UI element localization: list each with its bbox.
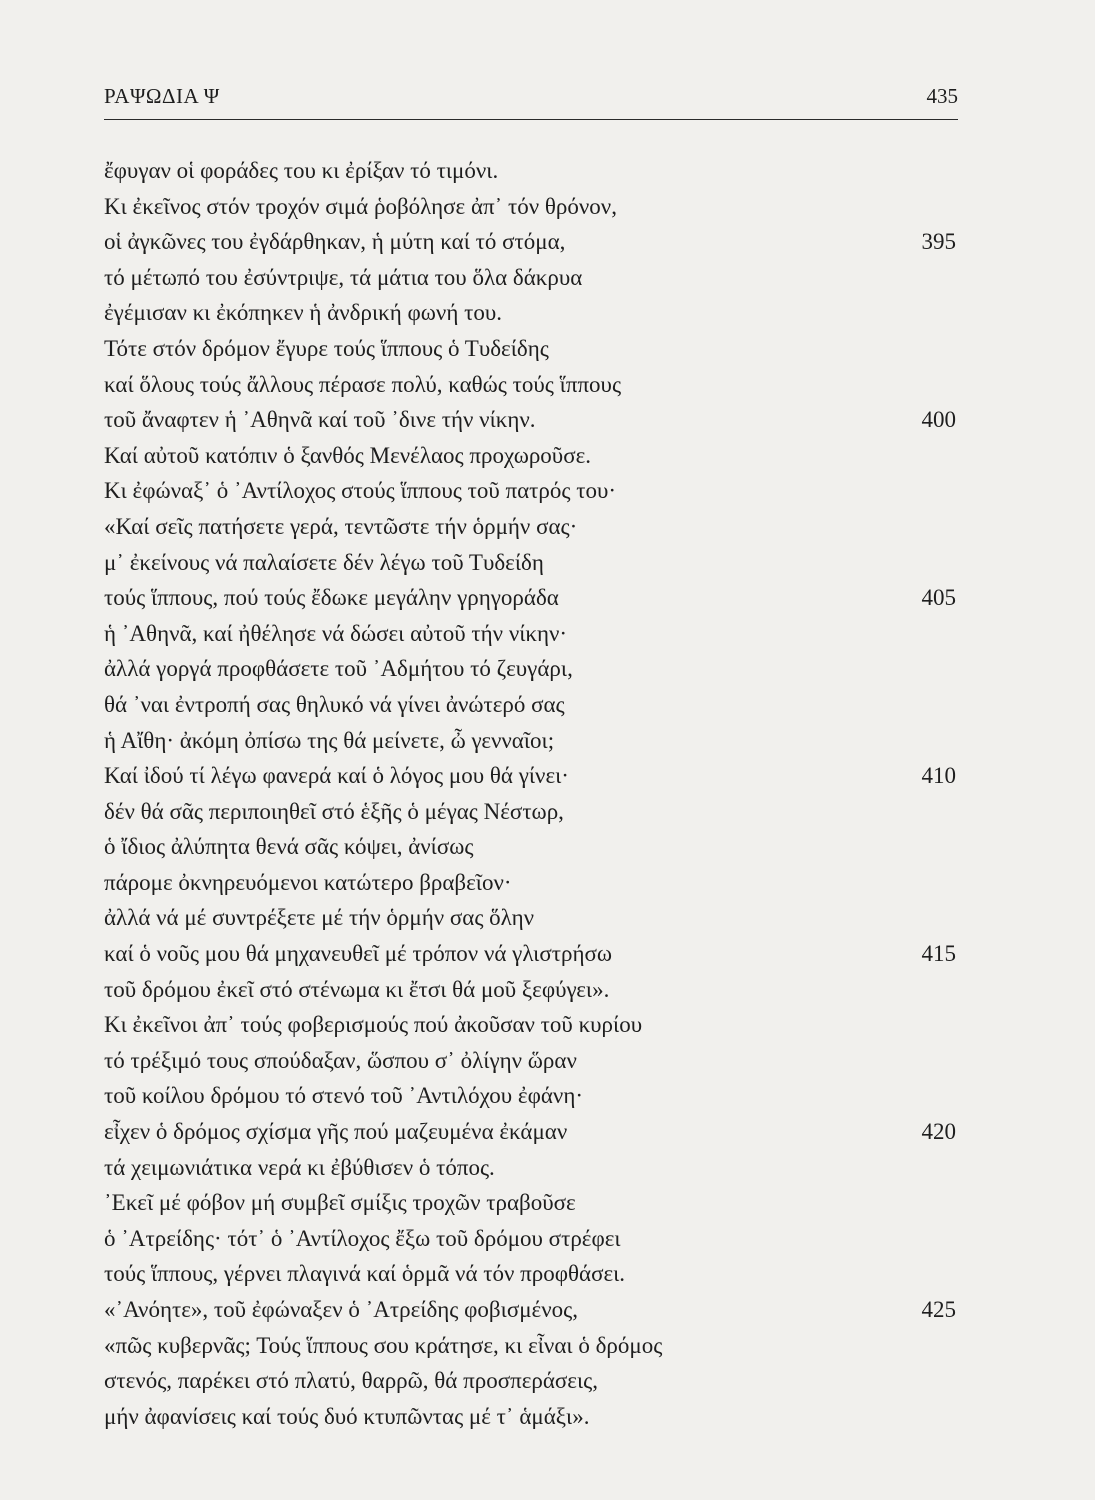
- verse-text: Καί ἰδού τί λέγω φανερά καί ὁ λόγος μου θά γίνει·: [104, 763, 569, 789]
- verse-line: [104, 616, 958, 652]
- verse-line: [104, 1007, 958, 1043]
- verse-line: [104, 402, 958, 438]
- verse-line: [104, 1114, 958, 1150]
- verse-text: τοῦ δρόμου ἐκεῖ στό στένωμα κι ἔτσι θά μοῦ ξεφύγει».: [104, 976, 610, 1002]
- verse-text: Κι ἐκεῖνοι ἀπ᾿ τούς φοβερισμούς πού ἀκοῦσαν τοῦ κυρίου: [104, 1012, 643, 1038]
- verse-line: [104, 224, 958, 260]
- verse-text: τό μέτωπό του ἐσύντριψε, τά μάτια του ὅλα δάκρυα: [104, 264, 583, 290]
- verse-text: εἶχεν ὁ δρόμος σχίσμα γῆς πού μαζευμένα ἐκάμαν: [104, 1119, 568, 1145]
- verse-text: τοῦ κοίλου δρόμου τό στενό τοῦ ᾿Αντιλόχου ἐφάνη·: [104, 1083, 584, 1109]
- verse-text: πάρομε ὀκνηρευόμενοι κατώτερο βραβεῖον·: [104, 869, 512, 895]
- verse-text: οἱ ἀγκῶνες του ἐγδάρθηκαν, ἡ μύτη καί τό στόμα,: [104, 229, 566, 255]
- verse-text: δέν θά σᾶς περιποιηθεῖ στό ἑξῆς ὁ μέγας Νέστωρ,: [104, 798, 564, 824]
- verse-text: ἀλλά γοργά προφθάσετε τοῦ ᾿Αδμήτου τό ζευγάρι,: [104, 656, 573, 682]
- verse-line: [104, 1292, 958, 1328]
- verse-text: «᾿Ανόητε», τοῦ ἐφώναξεν ὁ ᾿Ατρείδης φοβισμένος,: [104, 1297, 578, 1322]
- verse-line: [104, 1399, 958, 1435]
- verse-text: ἐγέμισαν κι ἐκόπηκεν ἡ ἀνδρική φωνή του.: [104, 300, 502, 326]
- verse-text: ὁ ἴδιος ἀλύπητα θενά σᾶς κόψει, ἀνίσως: [104, 834, 474, 860]
- verse-line: [104, 1185, 958, 1221]
- verse-text: τό τρέξιμό τους σπούδαξαν, ὥσπου σ᾿ ὀλίγην ὥραν: [104, 1047, 577, 1073]
- verse-line: [104, 580, 958, 616]
- verse-line: [104, 865, 958, 901]
- line-number: 410: [921, 763, 956, 789]
- page-number: 435: [926, 84, 958, 108]
- verse-line: [104, 723, 958, 759]
- line-number: 400: [921, 407, 956, 433]
- verse-line: [104, 545, 958, 581]
- verse-text: καί ὅλους τούς ἄλλους πέρασε πολύ, καθώς τούς ἵππους: [104, 371, 622, 397]
- verse-line: [104, 651, 958, 687]
- verse-text: τά χειμωνιάτικα νερά κι ἐβύθισεν ὁ τόπος.: [104, 1154, 495, 1180]
- verse-line: [104, 1043, 958, 1079]
- verse-text: ἡ Αἴθη· ἀκόμη ὀπίσω της θά μείνετε, ὦ γενναῖοι;: [104, 727, 555, 753]
- verse-line: [104, 758, 958, 794]
- verse-line: [104, 1150, 958, 1186]
- verse-line: [104, 153, 958, 189]
- verse-text: ᾿Εκεῖ μέ φόβον μή συμβεῖ σμίξις τροχῶν τραβοῦσε: [104, 1190, 576, 1216]
- verse-line: [104, 295, 958, 331]
- verse-line: [104, 1221, 958, 1257]
- verse-text: στενός, παρέκει στό πλατύ, θαρρῶ, θά προσπεράσεις,: [104, 1368, 598, 1394]
- verse-text: Καί αὐτοῦ κατόπιν ὁ ξανθός Μενέλαος προχωροῦσε.: [104, 442, 591, 468]
- line-number: 425: [921, 1297, 956, 1322]
- verse-line: [104, 1256, 958, 1292]
- verse-line: [104, 936, 958, 972]
- verse-line: [104, 438, 958, 474]
- running-header: [104, 84, 958, 114]
- chapter-title: ΡΑΨΩΔΙΑ Ψ: [104, 84, 220, 108]
- line-number: 395: [921, 229, 956, 255]
- line-number: 405: [921, 585, 956, 611]
- verse-text: ἀλλά νά μέ συντρέξετε μέ τήν ὁρμήν σας ὅλην: [104, 905, 535, 931]
- verse-line: [104, 1363, 958, 1399]
- verse-text: «πῶς κυβερνᾶς; Τούς ἵππους σου κράτησε, κι εἶναι ὁ δρόμος: [104, 1332, 663, 1358]
- verse-text: μ᾿ ἐκείνους νά παλαίσετε δέν λέγω τοῦ Τυδείδη: [104, 549, 544, 575]
- verse-text: τούς ἵππους, πού τούς ἔδωκε μεγάλην γρηγοράδα: [104, 585, 559, 611]
- verse-text: «Καί σεῖς πατήσετε γερά, τεντῶστε τήν ὁρμήν σας·: [104, 513, 578, 539]
- verse-text: καί ὁ νοῦς μου θά μηχανευθεῖ μέ τρόπον νά γλιστρήσω: [104, 941, 613, 967]
- verse-line: [104, 331, 958, 367]
- verse-text: Κι ἐκεῖνος στόν τροχόν σιμά ῥοβόλησε ἀπ᾿ τόν θρόνον,: [104, 193, 617, 219]
- verse-line: [104, 1078, 958, 1114]
- verse-line: [104, 900, 958, 936]
- verse-block: [104, 153, 958, 1434]
- verse-line: [104, 260, 958, 296]
- verse-text: μήν ἀφανίσεις καί τούς δυό κτυπῶντας μέ τ᾿ ἁμάξι».: [104, 1403, 590, 1429]
- verse-text: θά ᾿ναι ἐντροπή σας θηλυκό νά γίνει ἀνώτερό σας: [104, 691, 565, 717]
- verse-text: τοῦ ἄναφτεν ἡ ᾿Αθηνᾶ καί τοῦ ᾿δινε τήν νίκην.: [104, 407, 536, 433]
- verse-line: [104, 687, 958, 723]
- header-rule: [104, 119, 958, 120]
- verse-text: Τότε στόν δρόμον ἔγυρε τούς ἵππους ὁ Τυδείδης: [104, 335, 549, 361]
- line-number: 420: [921, 1119, 956, 1145]
- verse-line: [104, 794, 958, 830]
- verse-line: [104, 473, 958, 509]
- line-number: 415: [921, 941, 956, 967]
- verse-text: τούς ἵππους, γέρνει πλαγινά καί ὁρμᾶ νά τόν προφθάσει.: [104, 1261, 626, 1287]
- verse-line: [104, 972, 958, 1008]
- verse-line: [104, 1328, 958, 1364]
- verse-text: ἡ ᾿Αθηνᾶ, καί ἠθέλησε νά δώσει αὐτοῦ τήν νίκην·: [104, 620, 568, 646]
- verse-line: [104, 367, 958, 403]
- verse-text: Κι ἐφώναξ᾿ ὁ ᾿Αντίλοχος στούς ἵππους τοῦ πατρός του·: [104, 478, 617, 504]
- verse-line: [104, 189, 958, 225]
- verse-text: ὁ ᾿Ατρείδης· τότ᾿ ὁ ᾿Αντίλοχος ἔξω τοῦ δρόμου στρέφει: [104, 1225, 621, 1251]
- verse-text: ἔφυγαν οἱ φοράδες του κι ἐρίξαν τό τιμόνι.: [104, 158, 499, 183]
- verse-line: [104, 509, 958, 545]
- verse-line: [104, 829, 958, 865]
